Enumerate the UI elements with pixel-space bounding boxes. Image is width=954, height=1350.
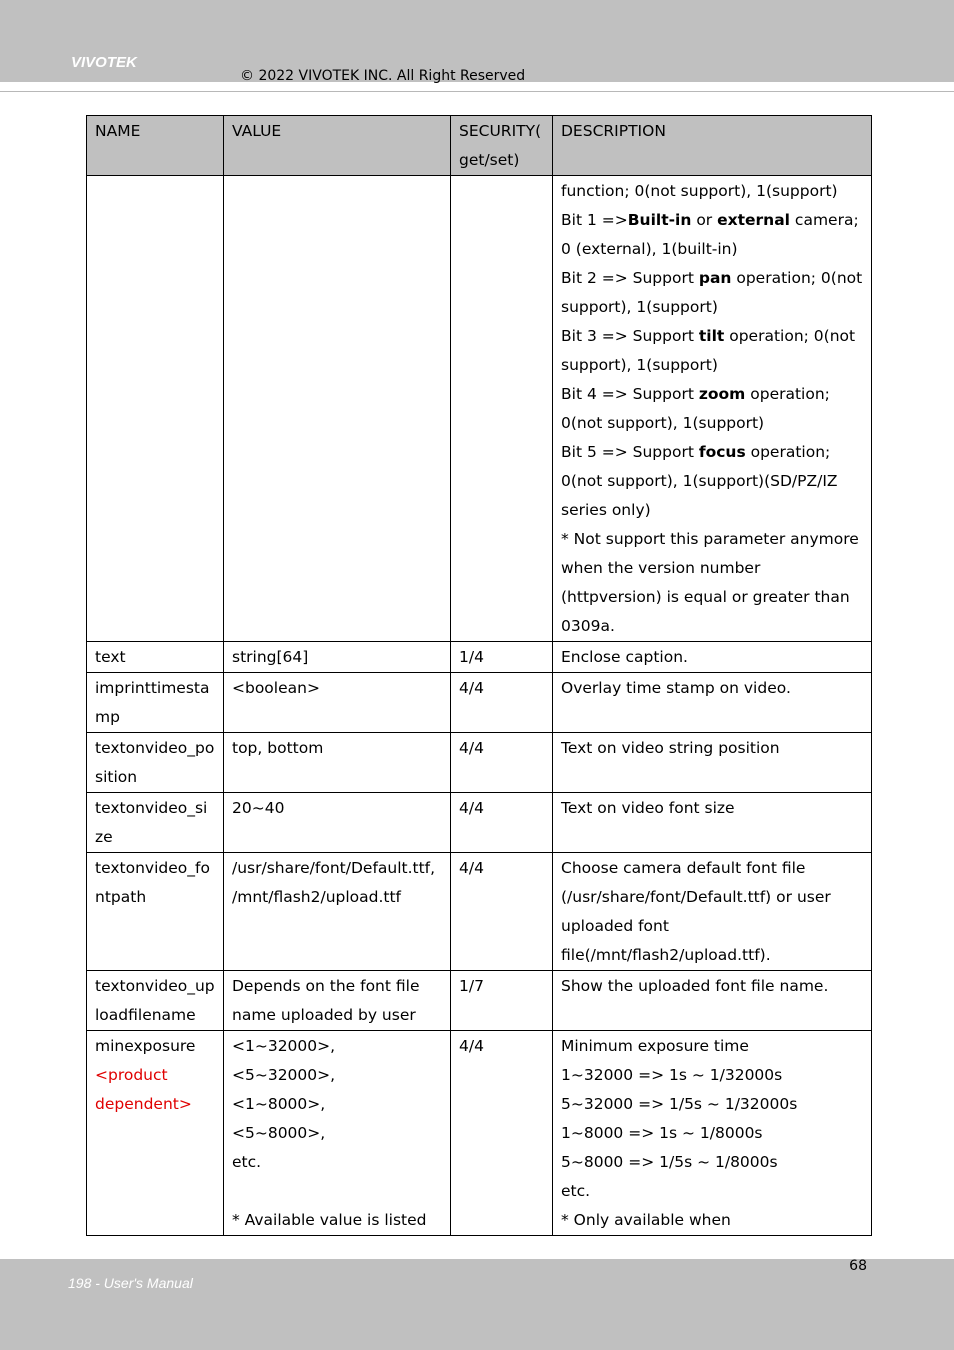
table-row (87, 733, 872, 793)
cell-security: 4/4 (451, 793, 553, 853)
cell-value: /usr/share/font/Default.ttf, /mnt/flash2/upload.ttf (224, 853, 451, 971)
cell-name: textonvideo_uploadfilename (87, 971, 224, 1031)
cell-security: 4/4 (451, 853, 553, 971)
column-header-value: VALUE (224, 116, 451, 176)
bold-term: zoom (698, 385, 746, 403)
cell-description (553, 176, 872, 642)
description-text: * Not support this parameter anymore when the version number (httpversion) is equal or greater than 0309a. (561, 530, 859, 635)
cell-security: 4/4 (451, 1031, 553, 1236)
footer-bar (0, 1259, 954, 1350)
cell-value (224, 176, 451, 642)
cell-description: Choose camera default font file (/usr/share/font/Default.ttf) or user uploaded font file(/mnt/flash2/upload.ttf). (553, 853, 872, 971)
table-row (87, 1031, 872, 1236)
description-text: camera; 0 (external), 1(built-in) (561, 211, 859, 258)
bold-term: tilt (698, 327, 725, 345)
description-line: 5~8000 => 1/5s ~ 1/8000s (561, 1153, 778, 1171)
cell-value: string[64] (224, 642, 451, 673)
cell-name: textonvideo_fontpath (87, 853, 224, 971)
cell-name (87, 176, 224, 642)
value-line: etc. (232, 1153, 262, 1171)
table-body (87, 176, 872, 1236)
cell-description: Overlay time stamp on video. (553, 673, 872, 733)
value-line: <5~32000>, (232, 1066, 336, 1084)
product-dependent-note: <product dependent> (95, 1066, 192, 1113)
column-header-security: SECURITY(get/set) (451, 116, 553, 176)
cell-name: text (87, 642, 224, 673)
cell-security: 1/7 (451, 971, 553, 1031)
cell-name: textonvideo_position (87, 733, 224, 793)
value-line (232, 1177, 442, 1206)
cell-value: 20~40 (224, 793, 451, 853)
description-text: operation; 0(not support), 1(support) (561, 385, 830, 432)
bold-term: Built-in (627, 211, 692, 229)
description-text: operation; 0(not support), 1(support) (561, 269, 863, 316)
cell-description (553, 1031, 872, 1236)
cell-description: Enclose caption. (553, 642, 872, 673)
description-line: 1~32000 => 1s ~ 1/32000s (561, 1066, 783, 1084)
header-divider (0, 91, 954, 92)
value-line: * Available value is listed (232, 1211, 427, 1229)
cell-description: Show the uploaded font file name. (553, 971, 872, 1031)
description-text: or (691, 211, 718, 229)
bold-term: external (717, 211, 790, 229)
table-row (87, 971, 872, 1031)
copyright-notice: © 2022 VIVOTEK INC. All Right Reserved (240, 68, 526, 84)
column-header-description: DESCRIPTION (553, 116, 872, 176)
cell-security: 4/4 (451, 733, 553, 793)
cell-name (87, 1031, 224, 1236)
cell-value: Depends on the font file name uploaded by user (224, 971, 451, 1031)
description-line (561, 380, 863, 438)
cell-security: 1/4 (451, 642, 553, 673)
description-line: 1~8000 => 1s ~ 1/8000s (561, 1124, 763, 1142)
value-line: <1~8000>, (232, 1095, 326, 1113)
cell-description: Text on video font size (553, 793, 872, 853)
description-line: Minimum exposure time (561, 1037, 749, 1055)
cell-name: imprinttimestamp (87, 673, 224, 733)
description-line (561, 322, 863, 380)
description-text: Bit 1 => (561, 211, 628, 229)
description-text: Bit 2 => Support (561, 269, 699, 287)
cell-value (224, 1031, 451, 1236)
table-row (87, 853, 872, 971)
description-line (561, 206, 863, 264)
description-text: Bit 3 => Support (561, 327, 699, 345)
parameter-name: minexposure (95, 1037, 196, 1055)
cell-security (451, 176, 553, 642)
description-text: operation; 0(not support), 1(support) (561, 327, 856, 374)
manual-page-label: 198 - User's Manual (68, 1275, 193, 1291)
cell-description: Text on video string position (553, 733, 872, 793)
column-header-name: NAME (87, 116, 224, 176)
description-line (561, 177, 863, 206)
description-line (561, 438, 863, 525)
cell-value: <boolean> (224, 673, 451, 733)
cell-security: 4/4 (451, 673, 553, 733)
table-row-continued (87, 176, 872, 642)
description-line (561, 525, 863, 641)
table-row (87, 642, 872, 673)
parameter-table (86, 115, 872, 1236)
table-header-row (87, 116, 872, 176)
table-row (87, 673, 872, 733)
cell-name: textonvideo_size (87, 793, 224, 853)
description-line: * Only available when (561, 1211, 731, 1229)
description-text: operation; 0(not support), 1(support)(SD/PZ/IZ series only) (561, 443, 838, 519)
value-line: <5~8000>, (232, 1124, 326, 1142)
description-text: function; 0(not support), 1(support) (561, 182, 838, 200)
description-line: etc. (561, 1182, 591, 1200)
brand-logo-text: VIVOTEK (71, 54, 137, 71)
description-text: Bit 5 => Support (561, 443, 699, 461)
page-number: 68 (849, 1258, 867, 1274)
value-line: <1~32000>, (232, 1037, 336, 1055)
bold-term: focus (698, 443, 746, 461)
table-row (87, 793, 872, 853)
bold-term: pan (698, 269, 732, 287)
description-line (561, 264, 863, 322)
description-line: 5~32000 => 1/5s ~ 1/32000s (561, 1095, 798, 1113)
description-text: Bit 4 => Support (561, 385, 699, 403)
cell-value: top, bottom (224, 733, 451, 793)
